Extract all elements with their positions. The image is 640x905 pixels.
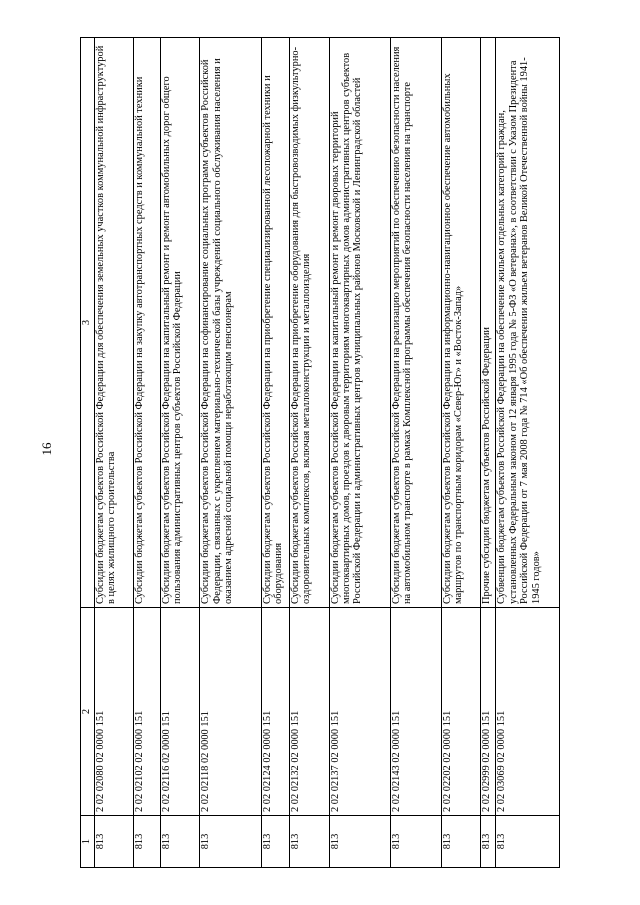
table-row xyxy=(329,38,390,868)
description-cell: Субсидии бюджетам субъектов Российской Федерации на закупку автотранспортных средств и коммунальной техники xyxy=(133,38,160,608)
page-number: 16 xyxy=(39,442,54,456)
budget-code-cell: 2 02 02116 02 0000 151 xyxy=(160,608,200,816)
column-header-2: 2 xyxy=(81,608,95,816)
admin-code-cell: 813 xyxy=(95,816,134,868)
table-row xyxy=(481,38,496,868)
rotated-table-container xyxy=(80,38,560,868)
description-cell: Прочие субсидии бюджетам субъектов Российской Федерации xyxy=(481,38,496,608)
admin-code-cell: 813 xyxy=(329,816,390,868)
description-cell: Субсидии бюджетам субъектов Российской Федерации на реализацию мероприятий по обеспечению безопасности населения на автомобильном транспорте в рамках Комплексной программы обеспечения безопасности населения на транспорте xyxy=(390,38,441,608)
budget-code-cell: 2 02 02137 02 0000 151 xyxy=(329,608,390,816)
budget-code-cell: 2 02 02118 02 0000 151 xyxy=(200,608,261,816)
budget-code-cell: 2 02 02102 02 0000 151 xyxy=(133,608,160,816)
description-cell: Субсидии бюджетам субъектов Российской Федерации на софинансирование социальных программ субъектов Российской Федерации, связанных с укреплением материально-технической базы учреждений социального обслуживания населения и оказанием адресной социальной помощи неработающим пенсионерам xyxy=(200,38,261,608)
admin-code-cell: 813 xyxy=(390,816,441,868)
table-row xyxy=(390,38,441,868)
admin-code-cell: 813 xyxy=(289,816,329,868)
table-row xyxy=(200,38,261,868)
admin-code-cell: 813 xyxy=(496,816,560,868)
budget-code-cell: 2 02 02080 02 0000 151 xyxy=(95,608,134,816)
table-row xyxy=(133,38,160,868)
admin-code-cell: 813 xyxy=(481,816,496,868)
budget-code-cell: 2 02 02143 02 0000 151 xyxy=(390,608,441,816)
budget-code-cell: 2 02 02202 02 0000 151 xyxy=(441,608,481,816)
description-cell: Субсидии бюджетам субъектов Российской Федерации для обеспечения земельных участков коммунальной инфраструктурой в целях жилищного строительства xyxy=(95,38,134,608)
table-row xyxy=(289,38,329,868)
admin-code-cell: 813 xyxy=(133,816,160,868)
table-row xyxy=(441,38,481,868)
admin-code-cell: 813 xyxy=(160,816,200,868)
description-cell: Субсидии бюджетам субъектов Российской Федерации на приобретение специализированной лесопожарной техники и оборудования xyxy=(261,38,289,608)
admin-code-cell: 813 xyxy=(200,816,261,868)
column-header-3: 3 xyxy=(81,38,95,608)
header-row xyxy=(81,38,95,868)
budget-codes-table xyxy=(80,37,560,868)
budget-code-cell: 2 02 02999 02 0000 151 xyxy=(481,608,496,816)
table-row xyxy=(160,38,200,868)
budget-code-cell: 2 02 02132 02 0000 151 xyxy=(289,608,329,816)
table-row xyxy=(496,38,560,868)
table-row xyxy=(95,38,134,868)
description-cell: Субсидии бюджетам субъектов Российской Федерации на капитальный ремонт и ремонт дворовых территорий многоквартирных домов, проездов к дворовым территориям многоквартирных домов административных центров субъектов Российской Федерации и административных центров муниципальных районов Московской и Ленинградской областей xyxy=(329,38,390,608)
description-cell: Субсидии бюджетам субъектов Российской Федерации на капитальный ремонт и ремонт автомобильных дорог общего пользования административных центров субъектов Российской Федерации xyxy=(160,38,200,608)
admin-code-cell: 813 xyxy=(261,816,289,868)
budget-code-cell: 2 02 02124 02 0000 151 xyxy=(261,608,289,816)
description-cell: Субвенции бюджетам субъектов Российской Федерации на обеспечение жильем отдельных категорий граждан, установленных Федеральным законом от 12 января 1995 года № 5-ФЗ «О ветеранах», в соответствии с Указом Президента Российской Федерации от 7 мая 2008 года № 714 «Об обеспечении жильем ветеранов Великой Отечественной войны 1941-1945 годов» xyxy=(496,38,560,608)
admin-code-cell: 813 xyxy=(441,816,481,868)
description-cell: Субсидии бюджетам субъектов Российской Федерации на информационно-навигационное обеспечение автомобильных маршрутов по транспортным коридорам «Север-Юг» и «Восток-Запад» xyxy=(441,38,481,608)
budget-code-cell: 2 02 03069 02 0000 151 xyxy=(496,608,560,816)
column-header-1: 1 xyxy=(81,816,95,868)
table-row xyxy=(261,38,289,868)
description-cell: Субсидии бюджетам субъектов Российской Федерации на приобретение оборудования для быстровозводимых физкультурно-оздоровительных комплексов, включая металлоконструкции и металлоизделия xyxy=(289,38,329,608)
